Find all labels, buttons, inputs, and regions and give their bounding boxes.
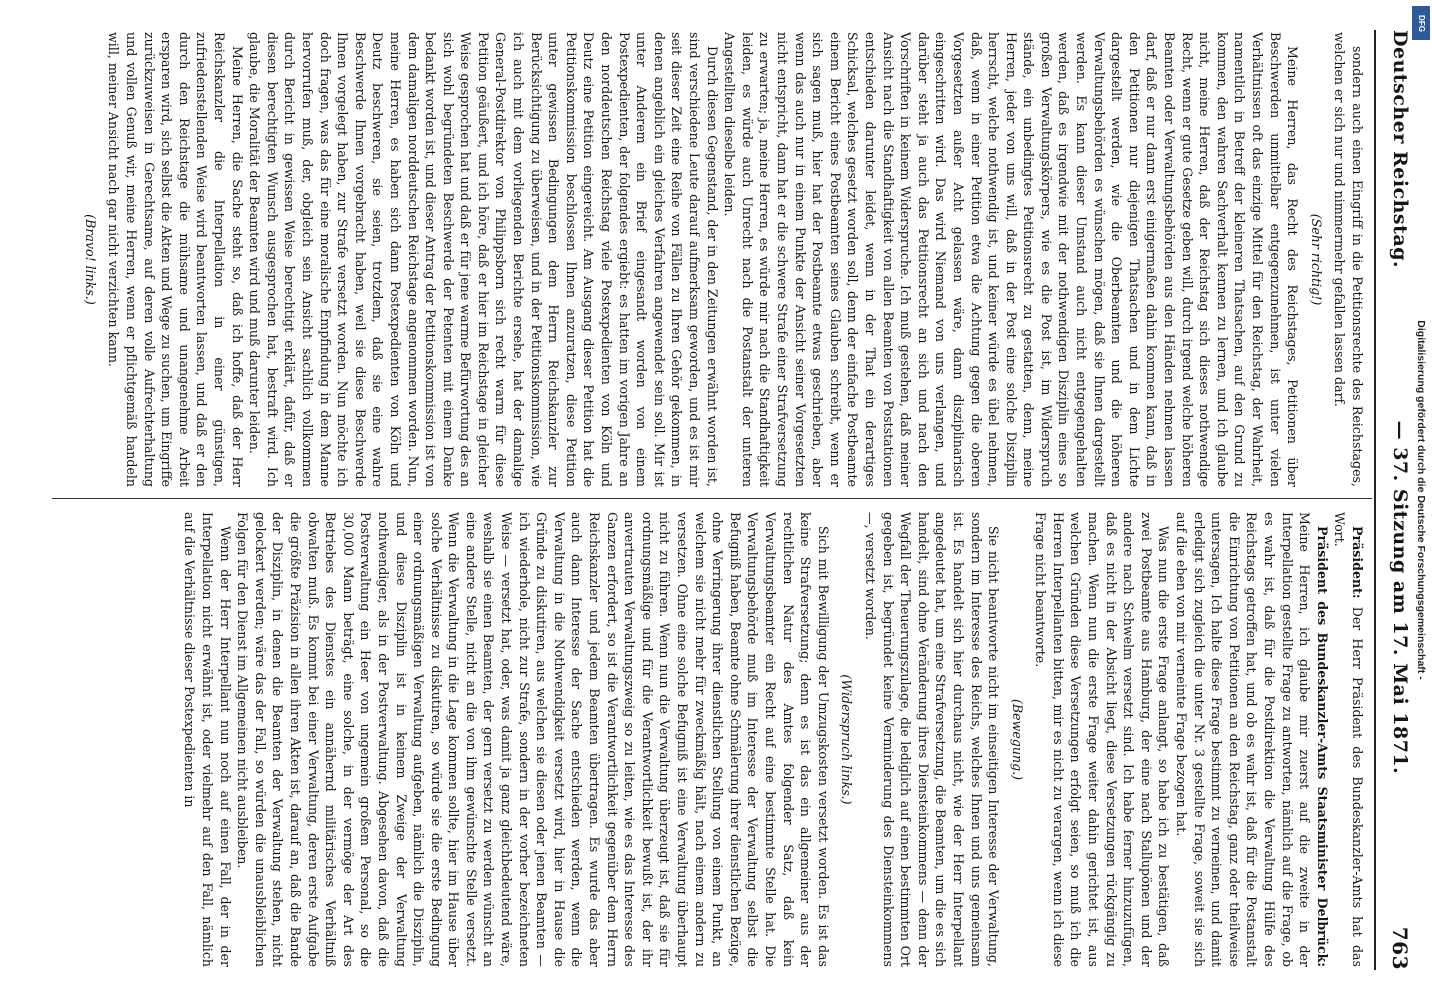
speech-text: Meine Herren, ich glaube mir zuerst auf die zweite in der Interpellation gestellte Frage zu antworten, nämlich auf die Frage, ob es wahr ist, daß für die Postdirektion die Verwaltung Hülfe des Reichstags getroffen hat, und ob es wahr ist, daß für die Postanstalt die Einrichtung von Petitionen an den Reichstag, ganz oder theilweise untersagen, Ich halte diese Frage bestimmt zu verneinen, und damit erledigt sich zugleich die unter Nr. 3 gestellte Frage, soweit sie sich auf die eben von mir verneinte Frage bezogen hat. [1174, 512, 1313, 967]
interjection: (Sehr richtig!) [1308, 213, 1324, 306]
scanned-page [40, 20, 1420, 980]
header-rule [1374, 30, 1376, 970]
body-paragraph: Durch diesen Gegenstand, der in den Zeitungen erwähnt worden ist, sind verschiedene Leute darauf aufmerksam geworden, und es ist mir seit dieser Zeit eine Reihe von Fällen zu Ihren Gehör gekommen, in denen angeblich ein gleiches Verfahren angewendet sein soll. Mir ist unter Anderem ein Brief eingesandt worden von einem Postexpedienten, der folgendes ergiebt: es hatten im vorigen Jahre an den norddeutschen Reichstag viele Postexpedienten von Köln und Deutz eine Petition eingereicht. Am Ausgang dieser Petition hat die Petitionskommission beschlossen Ihnen anzuratzen, diese Petition unter gewissen Bedingungen dem Herrn Reichskanzler zur Berücksichtigung zu überweisen, und in der Petitionskommission, wie ich auch mit dem vorliegenden Berichte ersehe, hat der damalige General-Postdirektor von Philippsborn sich recht warm für diese Petition geäußert, und ich höre, daß er hier im Reichstage in gleicher Weise gesprochen hat und daß er für jene warme Befürwortung des an sich wohl begründeten Beschwerde der Petenten mit einem Danke bedankt worden ist, und dieser Antrag der Petitionskommission ist von dem damaligen norddeutschen Reichstage angenommen worden. Nun, meine Herren, es haben sich dann Postexpedienten von Köln und Deutz beschweren, sie seien, trotzdem, daß sie eine wahre Beschwerde Ihnen vorgebracht haben, weil sie diese Beschwerde Ihnen vorgelegt haben, zur Strafe versetzt worden. Nun möchte ich doch fragen, was das für eine moralische Empfindung in dem Manne hervorrufen muß, der, obgleich sein Ansicht sachlich vollkommen durch Bericht in gewissen Weise berechtigt erklärt, dafür, daß er diesen berechtigten Wunsch ausgesprochen hat, bestraft wird. Ich glaube, die Moralität der Beamten wird und muß darunter leiden. [247, 32, 720, 487]
left-column [75, 32, 1366, 487]
speaker-name: Präsident des Bundeskanzler-Amts Staatsminister Delbrück: [1314, 526, 1330, 967]
body-paragraph: Meine Herren, das Recht des Reichstages, Petitionen über Beschwerden unmittelbar entgegenzunehmen, ist unter vielen Verhältnissen oft das einzige Mittel für den Reichstag, der Wahrheit, namentlich in Betreff der kleineren Thatsachen, auf den Grund zu kommen, den wahren Sachverhalt kennen zu lernen, und ich glaube nicht, meine Herren, daß der Reichstag sich dieses nothwendige Recht, wenn er gute Gesetze geben will, durch irgend welche höheren Beamten oder Verwaltungsbehörden aus den Händen nehmen lassen darf, daß er nur dann erst einigermaßen dahin kommen kann, daß in den Petitionen nur diejenigen Thatsachen und in dem Lichte dargestellt werden, wie die Oberbeamten und die höheren Verwaltungsbehörden es wünschen mögen, daß sie Ihnen dargestellt werden. Es kann dieser Umstand auch nicht entgegengehalten werden, daß es irgendwie mit der nothwendigen Disziplin eines so großen Verwaltungskörpers, wie es die Post ist, im Widerspruch stände, ein unbedingtes Petitionsrecht zu gestatten, denn, meine Herren, jeder von uns will, daß in der Post eine solche Disziplin herrscht, welche nothwendig ist, und keiner würde es übel nehmen, daß, wenn in einer Petition etwa die Achtung gegen die oberen Vorgesetzten außer Acht gelassen wäre, dann disziplinarisch eingeschritten wird. Das wird Niemand von uns verlangen, und darüber steht ja auch das Petitionsrecht an sich und nach den Vorschriften in keinem Widerspruche. Ich muß gestehen, daß meiner Ansicht nach die Standhaftigkeit von allen Beamten von Poststationen entschieden darunter leidet, wenn in der That ein derartiges Schicksal, welches gesetzt worden soll, denn der einfache Postbeamte einem Bericht eines Postbeamten seines Glauben schreibt, wenn er sich sagen muß, hier hat der Postbeamte etwas geschrieben, aber wenn das auch nur in einem Punkte der Ansicht seiner Vorgesetzten nicht entspricht, dann hat er die schwere Strafe einer Strafversetzung zu erwarten; ja, meine Herren, es würde mir nach die Standhaftigkeit leiden, es würde auch Unrecht nach die Postanstalt der unteren Angestellten dieselbe leiden. [722, 32, 1301, 487]
running-head [1380, 30, 1420, 970]
body-paragraph: Was nun die erste Frage anlangt, so habe ich zu bestätigen, daß zwei Postbeamte aus Hamburg, der eine nach Stallupönen und der andere nach Schwelm versetzt sind. Ich habe ferner hinzuzufügen, daß es nicht in der Absicht liegt, diese Versetzungen rückgängig zu machen. Wenn nun die erste Frage weiter dahin gerichtet ist, aus welchen Gründen diese Versetzungen erfolgt seien, so muß ich die Herren Interpellanten bitten, mir es nicht zu verargen, wenn ich diese Frage nicht beantworte. [1033, 512, 1172, 967]
speaker-name: Präsident: [1350, 526, 1365, 599]
interjection: (Bewegung.) [1009, 698, 1025, 781]
body-paragraph: Wenn der Herr Interpellant nun noch auf einen Fall, der in der Interpellation nicht erwähnt ist, oder vielmehr auf den Fall, nämlich auf die Verhältnisse dieser Postexpedienten in [182, 512, 233, 967]
body-paragraph: sondern auch einen Eingriff in die Petitionsrechte des Reichstages, welchen er sich nur und nimmermehr gefallen lassen darf. [1332, 32, 1365, 487]
header-session: — 37. Sitzung am 17. Mai 1871. [1389, 420, 1411, 775]
funding-credit-text: Digitalisierung gefördert durch die Deutsche Forschungsgemeinschaft - [1415, 320, 1427, 680]
body-paragraph: Sie nicht beantworte nicht im einseitigen Interesse der Verwaltung, sondern im Interesse des Reichs, welches Ihnen und uns gemeinsam ist. Es handelt sich hier durchaus nicht, wie der Herr Interpellant angedeutet hat, um eine Strafversetzung, die Beamten, um die es sich handelt, sind ohne Veränderung ihres Diensteinkommens — denn der Wegfall der Theuerungszulage, die lediglich auf einen bestimmten Ort gegeben ist, begründet keine Verminderung des Diensteinkommens —, versetzt worden. [862, 512, 1002, 967]
page-number: 763 [1388, 926, 1412, 970]
dfg-logo-badge: DFG [1412, 6, 1430, 40]
speech-text: Der Herr Präsident des Bundeskanzler-Amts hat das Wort. [1332, 512, 1365, 967]
body-paragraph: Meine Herren, die Sache steht so, daß ich hoffe, daß der Herr Reichskanzler die Interpellation in einer günstigen, zufriedenstellenden Weise wird beantworten lassen, und daß er den durch den Reichstage die mühsame und unangenehme Arbeit ersparen wird, sich selbst die Akten und Wege zu suchen, um Eingriffe zurückzuweisen in Gerechtsame, auf deren volle Aufrechterhaltung und vollen Genuß wir, meine Herren, wenn er pflichtgemäß handeln will, meiner Ansicht nach gar nicht verzichten kann. [106, 32, 245, 487]
header-publication: Deutscher Reichstag. [1389, 30, 1411, 269]
interjection: (Widerspruch links.) [839, 674, 855, 805]
right-column [181, 512, 1366, 967]
speech-paragraph [1331, 512, 1366, 967]
speech-paragraph [1172, 512, 1330, 967]
interjection: (Bravo! links.) [82, 214, 98, 305]
column-divider [52, 498, 1372, 499]
body-paragraph: Sich mit Bewilligung der Umzugskosten versetzt worden. Es ist das keine Strafversetzung; denn es ist das ein allgemeiner aus der rechtlichen Natur des Amtes folgender Satz, daß kein Verwaltungsbeamter ein Recht auf eine bestimmte Stelle hat. Die Verwaltungsbehörde muß im Interesse der Verwaltung selbst die Befugniß haben, Beamte ohne Schmälerung ihrer dienstlichen Bezüge, ohne Verringerung ihrer dienstlichen Stellung von einem Punkt, an welchem sie nicht mehr für zweckmäßig hält, nach einem andern zu versetzen. Ohne eine solche Befugniß ist eine Verwaltung überhaupt nicht zu führen. Wenn nun die Verwaltung überzeugt ist, daß sie für ordnungsmäßige und für die Verantwortlichkeit bewußt ist, der ihr anvertrauten Verwaltungszweig so zu leiten, wie es das Interesse des Ganzen erfordert, so ist die Verantwortlichkeit gegenüber dem Herrn Reichskanzler und jedem Beamten übertragen. Es wurde das aber auch dann Interesse der Sache entschieden werden, wenn die Verwaltung in die Nothwendigkeit versetzt wird, hier in Hause die Gründe zu diskutiren, aus welchen sie diesen oder jenen Beamten — ich wiederhole, nicht zur Strafe, sondern in der vorher bezeichneten Weise — versetzt hat, oder, was damit ja ganz gleichbedeutend wäre, weshalb sie einen Beamten, der gern versetzt zu werden wünscht an eine andere Stelle, nicht an die von ihm gewünschte Stelle versetzt. Wenn die Verwaltung in die Lage kommen sollte, hier im Hause über solche Verhältnisse zu diskutiren, so würde sie die erste Bedingung einer ordnungsmäßigen Verwaltung aufgeben, nämlich die Disziplin, und diese Disziplin ist in keinem Zweige der Verwaltung nothwendiger, als in der Postverwaltung. Abgesehen davon, daß die Postverwaltung ein Heer von ungemein großem Personal, so die 30,000 Mann beträgt, eine solche, in der vermöge der Art des Betriebes des Dienstes ein annähernd militärisches Verhältniß obwalten muß. Es kommt bei einer Verwaltung, deren erste Aufgabe die größte Präzision in allen ihren Akten ist, darauf an, daß die Bande der Disziplin, in denen die Beamten der Verwaltung stehen, nicht gelockert werden; wäre das der Fall, so würden die unausbleiblichen Folgen für den Dienst im Allgemeinen nicht ausbleiben. [235, 512, 831, 967]
